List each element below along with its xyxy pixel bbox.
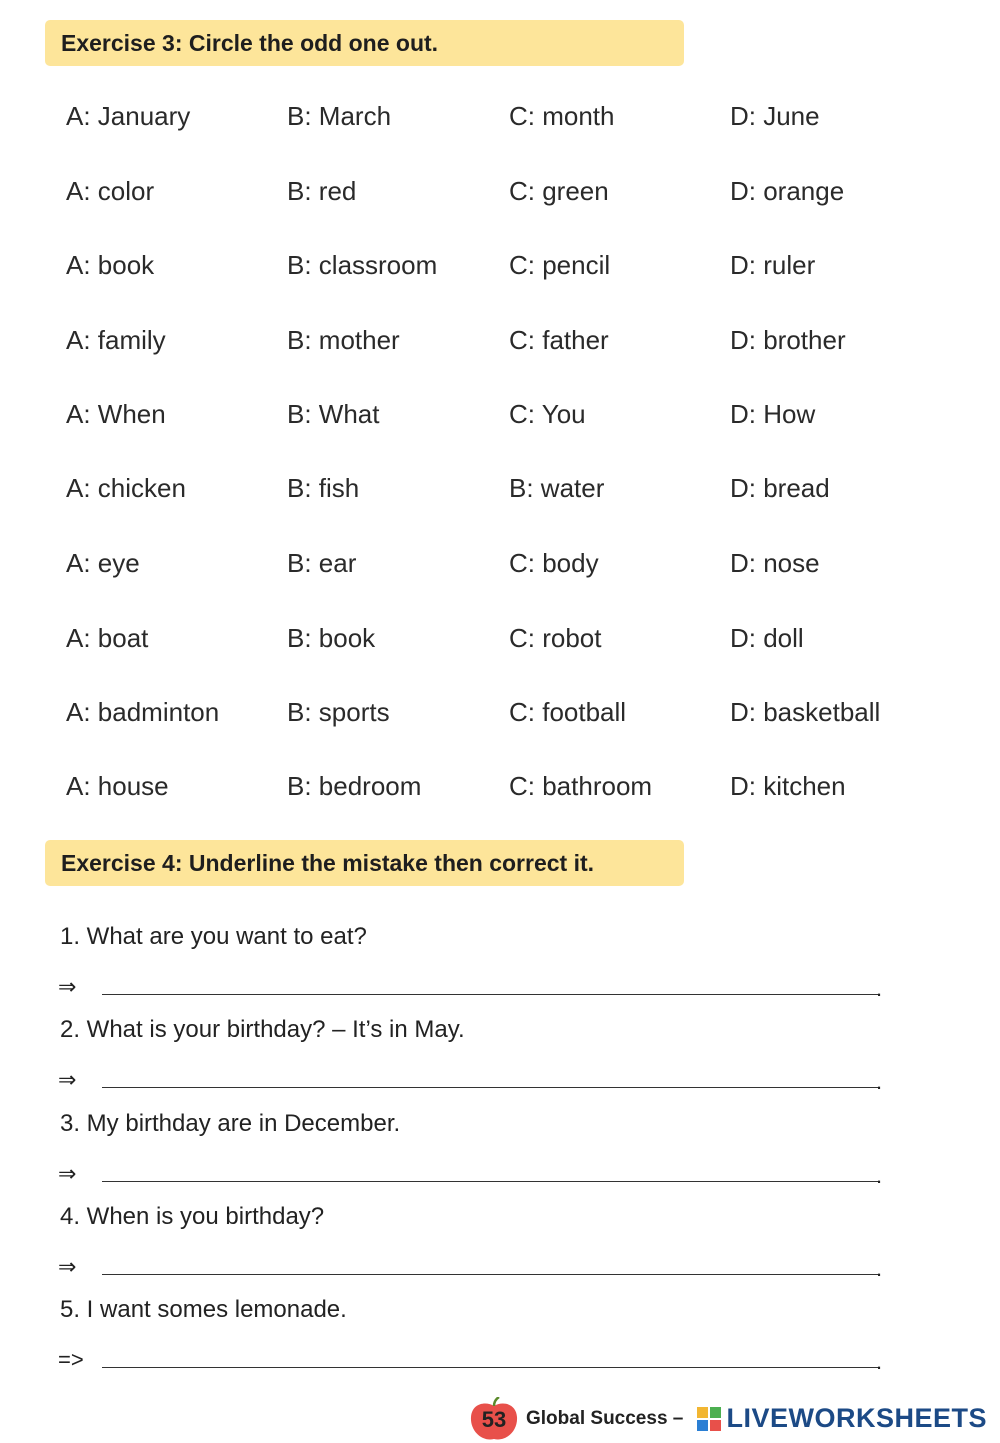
option-choice[interactable]: D: basketball [730, 697, 881, 727]
option-choice[interactable]: B: bedroom [287, 771, 422, 801]
option-choice[interactable]: A: eye [66, 548, 140, 578]
answer-line [58, 1250, 898, 1284]
footer-text: Global Success – [526, 1408, 684, 1429]
question-text: 5. I want somes lemonade. [60, 1296, 347, 1323]
option-choice[interactable]: A: boat [66, 623, 149, 653]
option-choice[interactable]: D: ruler [730, 250, 816, 280]
answer-end-period: . [876, 976, 883, 1001]
option-row [0, 394, 1000, 434]
option-choice[interactable]: B: mother [287, 325, 400, 355]
option-choice[interactable]: D: doll [730, 623, 804, 653]
option-choice[interactable]: A: book [66, 250, 155, 280]
answer-line [58, 970, 898, 1004]
option-choice[interactable]: C: green [509, 176, 609, 206]
option-choice[interactable]: A: house [66, 771, 169, 801]
option-choice[interactable]: C: month [509, 101, 615, 131]
arrow-icon: => [58, 1347, 84, 1372]
option-choice[interactable]: B: March [287, 101, 392, 131]
option-choice[interactable]: D: bread [730, 473, 830, 503]
answer-input[interactable] [102, 994, 878, 995]
page-number: 53 [481, 1407, 507, 1432]
arrow-icon: ⇒ [58, 1254, 77, 1279]
liveworksheets-text: LIVEWORKSHEETS [726, 1403, 987, 1433]
option-row [0, 618, 1000, 658]
option-choice[interactable]: A: When [66, 399, 166, 429]
option-choice[interactable]: D: nose [730, 548, 820, 578]
answer-line [58, 1063, 898, 1097]
option-choice[interactable]: C: body [509, 548, 599, 578]
page-footer [466, 1395, 1000, 1443]
answer-end-period: . [876, 1163, 883, 1188]
option-choice[interactable]: B: fish [287, 473, 360, 503]
option-choice[interactable]: C: robot [509, 623, 602, 653]
option-choice[interactable]: D: orange [730, 176, 845, 206]
question-text: 4. When is you birthday? [60, 1203, 325, 1230]
arrow-icon: ⇒ [58, 1067, 77, 1092]
exercise-3-header: Exercise 3: Circle the odd one out. [45, 20, 684, 66]
option-choice[interactable]: D: How [730, 399, 816, 429]
option-choice[interactable]: B: book [287, 623, 376, 653]
option-choice[interactable]: B: ear [287, 548, 357, 578]
question-text: 3. My birthday are in December. [60, 1110, 401, 1137]
arrow-icon: ⇒ [58, 1161, 77, 1186]
option-row [0, 766, 1000, 806]
answer-line [58, 1157, 898, 1191]
question-text: 2. What is your birthday? – It’s in May. [60, 1016, 465, 1043]
option-choice[interactable]: A: chicken [66, 473, 186, 503]
liveworksheets-logo[interactable] [696, 1403, 987, 1434]
option-choice[interactable]: A: family [66, 325, 166, 355]
option-choice[interactable]: B: What [287, 399, 380, 429]
arrow-icon: ⇒ [58, 974, 77, 999]
option-choice[interactable]: C: football [509, 697, 627, 727]
answer-line [58, 1343, 898, 1377]
option-choice[interactable]: B: water [509, 473, 605, 503]
option-choice[interactable]: D: kitchen [730, 771, 846, 801]
option-choice[interactable]: A: January [66, 101, 191, 131]
option-choice[interactable]: B: classroom [287, 250, 438, 280]
option-row [0, 692, 1000, 732]
option-choice[interactable]: D: brother [730, 325, 846, 355]
option-choice[interactable]: C: You [509, 399, 586, 429]
option-row [0, 96, 1000, 136]
option-row [0, 543, 1000, 583]
answer-input[interactable] [102, 1181, 878, 1182]
option-row [0, 320, 1000, 360]
answer-input[interactable] [102, 1274, 878, 1275]
option-choice[interactable]: A: badminton [66, 697, 220, 727]
answer-input[interactable] [102, 1367, 878, 1368]
option-choice[interactable]: D: June [730, 101, 820, 131]
option-row [0, 245, 1000, 285]
option-row [0, 468, 1000, 508]
option-choice[interactable]: A: color [66, 176, 155, 206]
option-choice[interactable]: C: bathroom [509, 771, 653, 801]
option-row [0, 171, 1000, 211]
answer-end-period: . [876, 1069, 883, 1094]
question-text: 1. What are you want to eat? [60, 923, 367, 950]
exercise-4-header: Exercise 4: Underline the mistake then correct it. [45, 840, 684, 886]
answer-end-period: . [876, 1349, 883, 1374]
option-choice[interactable]: C: father [509, 325, 609, 355]
option-choice[interactable]: C: pencil [509, 250, 611, 280]
option-choice[interactable]: B: red [287, 176, 357, 206]
answer-end-period: . [876, 1256, 883, 1281]
liveworksheets-icon [696, 1406, 722, 1432]
answer-input[interactable] [102, 1087, 878, 1088]
option-choice[interactable]: B: sports [287, 697, 390, 727]
